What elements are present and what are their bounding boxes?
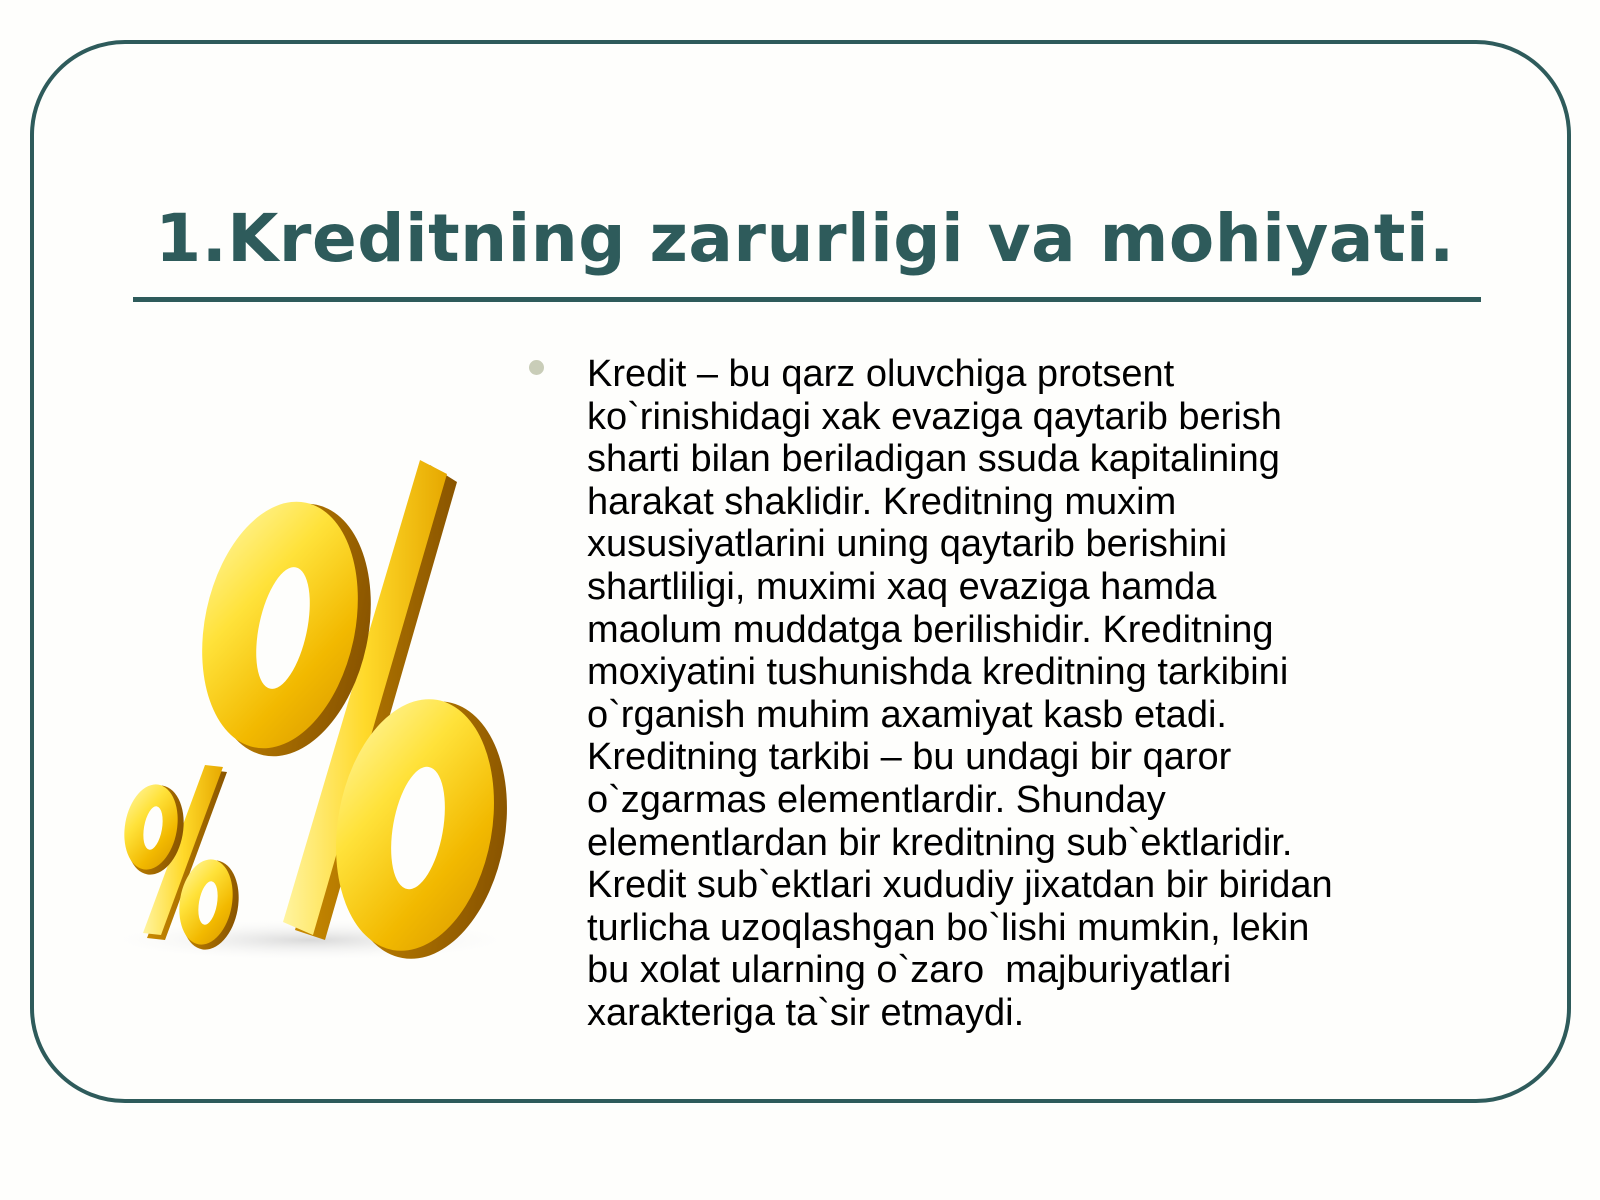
body-line: Kredit – bu qarz oluvchiga protsent [587,353,1175,395]
gold-percent-signs-icon [95,460,525,1020]
body-line: xususiyatlarini uning qaytarib berishini [587,523,1228,566]
body-line: sharti bilan beriladigan ssuda kapitalining [587,438,1280,481]
body-line: o`rganish muhim axamiyat kasb etadi. [587,693,1227,736]
body-line: Kreditning tarkibi – bu undagi bir qaror [587,736,1232,779]
body-line: bu xolat ularning o`zaro majburiyatlari [587,949,1232,992]
body-line: harakat shaklidir. Kreditning muxim [587,480,1177,523]
title-underline [133,297,1481,302]
body-line: shartliligi, muximi xaq evaziga hamda [587,565,1217,608]
body-line: elementlardan bir kreditning sub`ektlaridir. [587,821,1293,864]
slide-title: 1.Kreditning zarurligi va mohiyati. [155,200,1455,277]
body-line: turlicha uzoqlashgan bo`lishi mumkin, lekin [587,906,1310,949]
body-line: Kredit sub`ektlari xududiy jixatdan bir biridan [587,864,1333,907]
body-line: o`zgarmas elementlardir. Shunday [587,778,1166,821]
bullet-dot-icon [529,360,544,375]
small-percent-icon [118,765,245,954]
body-line: maolum muddatga berilishidir. Kreditning [587,608,1274,651]
body-paragraph [587,353,1487,1035]
body-line: ko`rinishidagi xak evaziga qaytarib berish [587,395,1282,438]
body-line: moxiyatini tushunishda kreditning tarkibini [587,651,1289,694]
body-line: xarakteriga ta`sir etmaydi. [587,991,1025,1034]
